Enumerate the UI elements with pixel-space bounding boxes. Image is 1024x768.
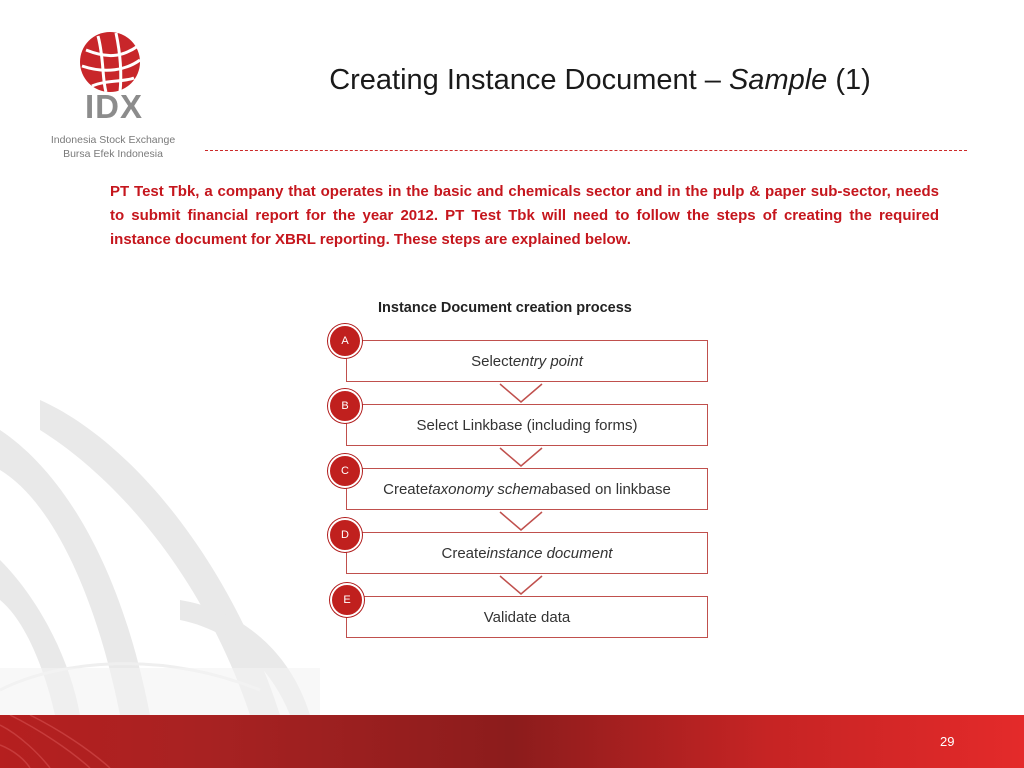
step-a-italic: entry point bbox=[512, 352, 583, 370]
step-badge-b: B bbox=[328, 389, 362, 423]
step-badge-c: C bbox=[328, 454, 362, 488]
step-badge-e: E bbox=[330, 583, 364, 617]
step-e-text: Validate data bbox=[483, 608, 571, 626]
chevron-down-icon bbox=[498, 446, 544, 470]
logo-wordmark: IDX bbox=[85, 88, 144, 125]
step-c-text: Create bbox=[383, 480, 429, 498]
page-number: 29 bbox=[940, 734, 955, 749]
diagram-title: Instance Document creation process bbox=[378, 300, 632, 316]
footer-bar bbox=[0, 715, 1024, 768]
title-divider bbox=[205, 150, 967, 151]
step-box-d bbox=[346, 532, 708, 574]
chevron-down-icon bbox=[498, 574, 544, 598]
step-badge-d: D bbox=[328, 518, 362, 552]
step-box-e bbox=[346, 596, 708, 638]
step-box-c bbox=[346, 468, 708, 510]
step-c-post: based on linkbase bbox=[549, 480, 671, 498]
chevron-down-icon bbox=[498, 382, 544, 406]
process-diagram bbox=[322, 296, 722, 646]
logo-subtitle-english: Indonesia Stock Exchange bbox=[50, 134, 176, 146]
step-d-text: Create bbox=[441, 544, 487, 562]
step-d-italic: instance document bbox=[486, 544, 613, 562]
step-badge-a: A bbox=[328, 324, 362, 358]
slide-title bbox=[220, 64, 980, 97]
step-a-text: Select bbox=[471, 352, 513, 370]
intro-paragraph: PT Test Tbk, a company that operates in the basic and chemicals sector and in the pulp & paper sub-sector, needs to submit financial report for the year 2012. PT Test Tbk will need to follow the steps of creating the required instance document for XBRL reporting. These steps are explained below. bbox=[110, 183, 939, 248]
step-b-text: Select Linkbase (including forms) bbox=[416, 416, 638, 434]
chevron-down-icon bbox=[498, 510, 544, 534]
slide-title-prefix: Creating Instance Document – bbox=[329, 64, 729, 96]
slide-title-italic: Sample bbox=[728, 64, 828, 96]
slide-title-suffix: (1) bbox=[827, 64, 871, 96]
idx-globe-icon bbox=[76, 28, 144, 96]
logo-subtitle-indonesian: Bursa Efek Indonesia bbox=[63, 148, 163, 160]
footer-swoosh-art bbox=[0, 715, 320, 768]
idx-logo bbox=[38, 28, 188, 168]
step-c-italic: taxonomy schema bbox=[428, 480, 550, 498]
step-box-a bbox=[346, 340, 708, 382]
step-box-b bbox=[346, 404, 708, 446]
